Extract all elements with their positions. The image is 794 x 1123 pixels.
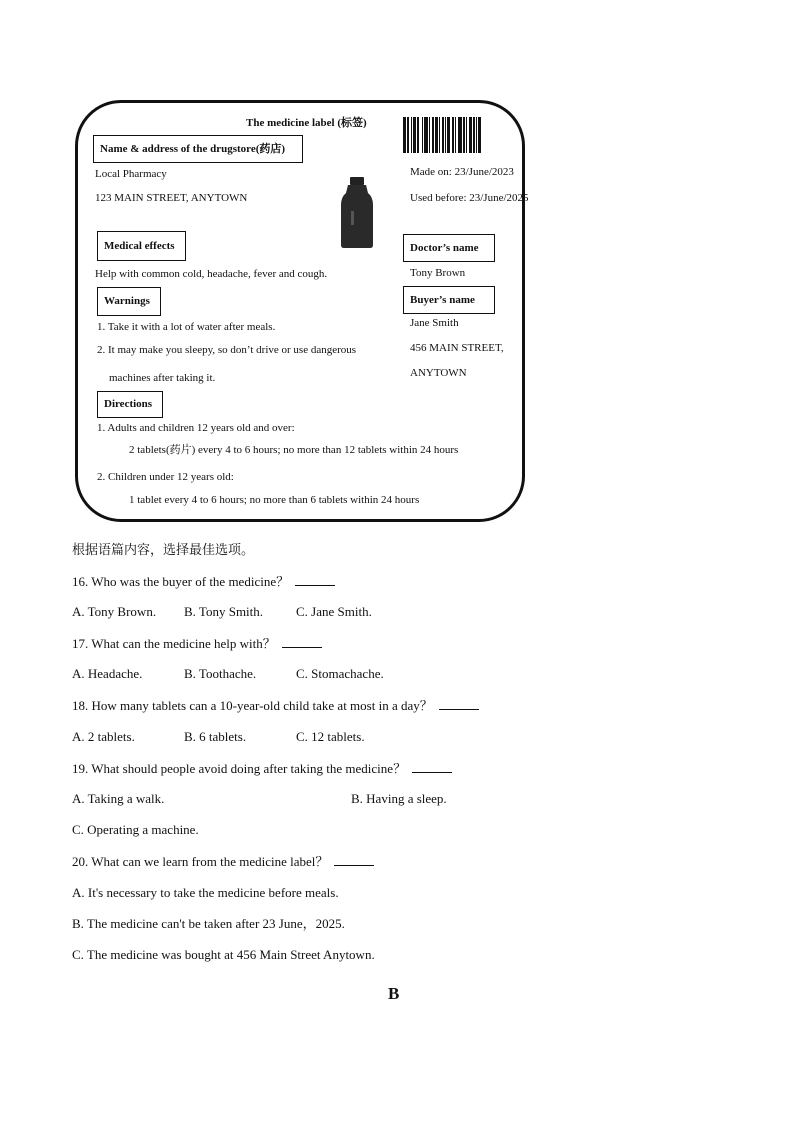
section-b-heading: B	[388, 984, 400, 1003]
question-19: 19. What should people avoid doing after taking the medicine？	[72, 761, 452, 775]
question-17: 17. What can the medicine help with？	[72, 636, 322, 650]
label-title: The medicine label (标签)	[246, 117, 367, 129]
q18-option-b[interactable]: B. 6 tablets.	[184, 729, 247, 744]
used-before-date: Used before: 23/June/2025	[410, 192, 529, 204]
q19-option-a[interactable]: A. Taking a walk.	[72, 791, 165, 806]
effects-heading: Medical effects	[97, 231, 186, 261]
q18-option-c[interactable]: C. 12 tablets.	[296, 729, 365, 744]
doctor-heading: Doctor’s name	[403, 234, 495, 262]
q20-option-a[interactable]: A. It's necessary to take the medicine before meals.	[72, 885, 339, 900]
answer-blank[interactable]	[439, 698, 479, 710]
doctor-name: Tony Brown	[410, 267, 466, 279]
q16-option-c[interactable]: C. Jane Smith.	[296, 604, 372, 619]
directions-heading: Directions	[97, 391, 163, 418]
buyer-name: Jane Smith	[410, 317, 459, 329]
instruction-text: 根据语篇内容，选择最佳选项。	[72, 542, 255, 557]
drugstore-name: Local Pharmacy	[95, 168, 167, 180]
answer-blank[interactable]	[412, 761, 452, 773]
warning-2-line-2: machines after taking it.	[109, 372, 216, 384]
q16-option-a[interactable]: A. Tony Brown.	[72, 604, 157, 619]
effects-text: Help with common cold, headache, fever and cough.	[95, 268, 328, 280]
q18-option-a[interactable]: A. 2 tablets.	[72, 729, 135, 744]
q20-option-b[interactable]: B. The medicine can't be taken after 23 June，2025.	[72, 916, 345, 931]
q20-option-c[interactable]: C. The medicine was bought at 456 Main Street Anytown.	[72, 947, 375, 962]
question-16: 16. Who was the buyer of the medicine？	[72, 574, 335, 588]
direction-1-detail: 2 tablets(药片) every 4 to 6 hours; no more than 12 tablets within 24 hours	[129, 444, 459, 456]
question-18: 18. How many tablets can a 10-year-old child take at most in a day？	[72, 698, 479, 712]
answer-blank[interactable]	[295, 574, 335, 586]
drugstore-heading: Name & address of the drugstore(药店)	[93, 135, 303, 163]
drugstore-address: 123 MAIN STREET, ANYTOWN	[95, 192, 248, 204]
q16-option-b[interactable]: B. Tony Smith.	[184, 604, 264, 619]
q17-option-b[interactable]: B. Toothache.	[184, 666, 257, 681]
question-20: 20. What can we learn from the medicine label？	[72, 854, 374, 868]
direction-1: 1. Adults and children 12 years old and over:	[97, 422, 295, 434]
barcode-icon	[403, 117, 495, 153]
warning-1: 1. Take it with a lot of water after meals.	[97, 321, 276, 333]
answer-blank[interactable]	[282, 636, 322, 648]
made-on-date: Made on: 23/June/2023	[410, 166, 514, 178]
q19-option-b[interactable]: B. Having a sleep.	[351, 791, 447, 806]
buyer-address-line-1: 456 MAIN STREET,	[410, 342, 504, 354]
medicine-label-card	[75, 100, 529, 522]
medicine-bottle-icon	[340, 177, 374, 249]
direction-2: 2. Children under 12 years old:	[97, 471, 234, 483]
buyer-address-line-2: ANYTOWN	[410, 367, 467, 379]
q17-option-a[interactable]: A. Headache.	[72, 666, 143, 681]
answer-blank[interactable]	[334, 854, 374, 866]
warnings-heading: Warnings	[97, 287, 161, 316]
warning-2-line-1: 2. It may make you sleepy, so don’t drive or use dangerous	[97, 344, 357, 356]
buyer-heading: Buyer’s name	[403, 286, 495, 314]
q19-option-c[interactable]: C. Operating a machine.	[72, 822, 199, 837]
q17-option-c[interactable]: C. Stomachache.	[296, 666, 384, 681]
direction-2-detail: 1 tablet every 4 to 6 hours; no more than 6 tablets within 24 hours	[129, 494, 420, 506]
